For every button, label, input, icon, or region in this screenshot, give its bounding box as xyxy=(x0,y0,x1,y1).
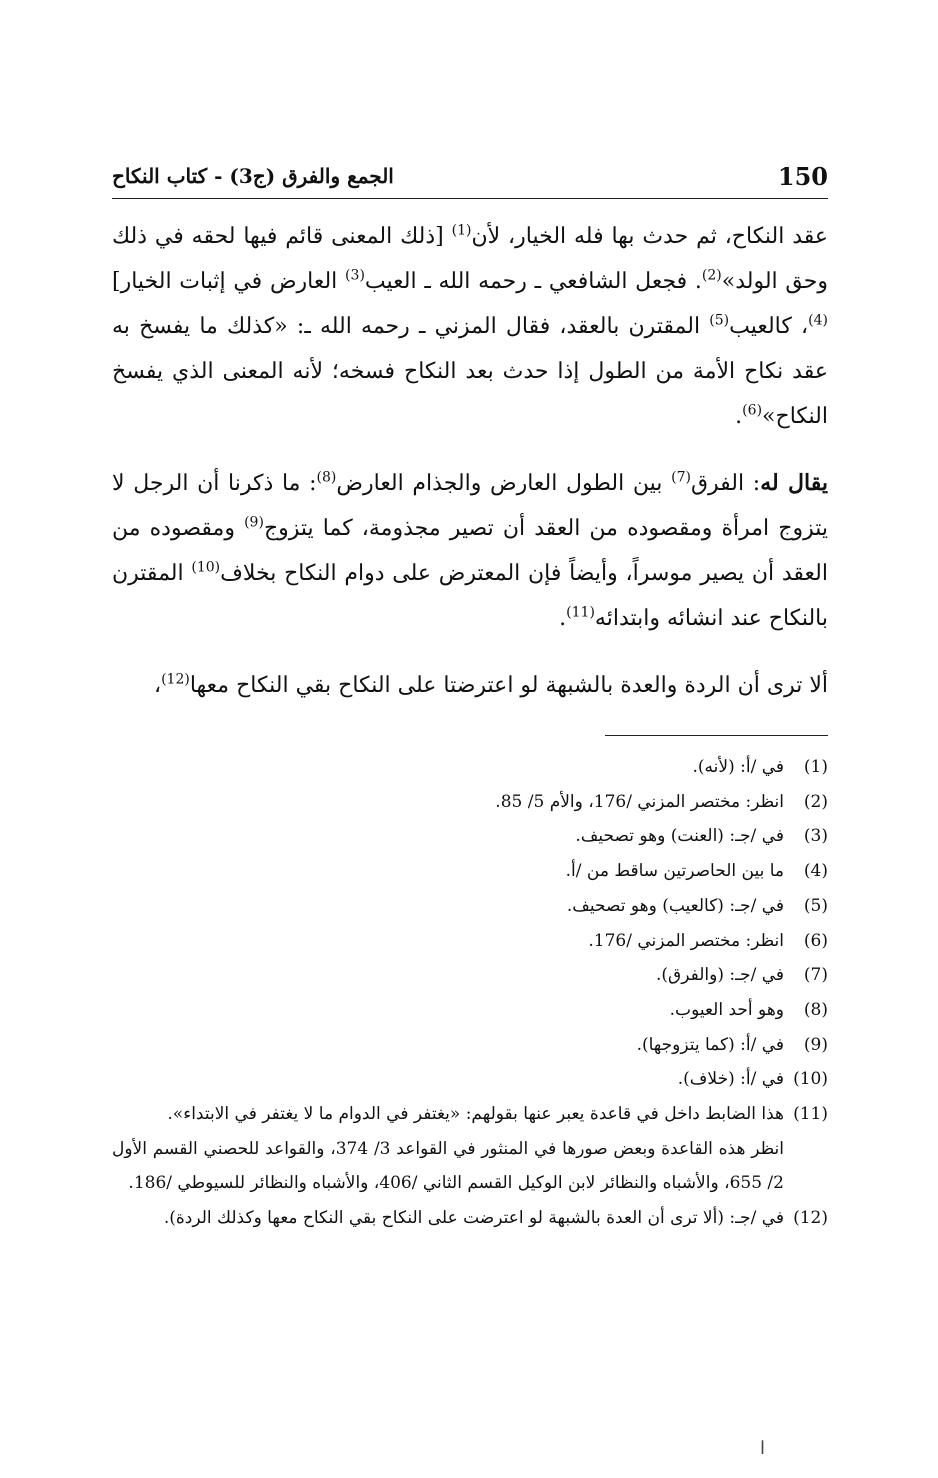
stray-mark: ا xyxy=(760,1438,766,1459)
footnote-line: وهو أحد العيوب. xyxy=(669,999,784,1020)
footnote-line: في /جـ: (ألا ترى أن العدة بالشبهة لو اعترضت على النكاح بقي النكاح معها وكذلك الردة). xyxy=(163,1208,784,1229)
footnote-text xyxy=(112,750,784,785)
text-run: . xyxy=(559,606,567,631)
footnote xyxy=(112,819,828,854)
page-number: 150 xyxy=(777,162,828,191)
footnote-line: في /جـ: (والفرق). xyxy=(656,965,784,986)
footnote xyxy=(112,1201,828,1236)
paragraph-2 xyxy=(112,461,828,641)
paragraph-1 xyxy=(112,214,828,439)
footnote-number: (7) xyxy=(803,965,828,986)
footnote xyxy=(112,750,828,785)
footnotes xyxy=(112,750,828,1236)
footnote-ref: (7) xyxy=(671,469,691,486)
footnote xyxy=(112,1028,828,1063)
footnote-number: (1) xyxy=(803,757,828,777)
footnote-number: (4) xyxy=(803,861,828,882)
footnote-text xyxy=(112,889,784,924)
footnote-text xyxy=(112,785,784,820)
footnote-number: (11) xyxy=(793,1104,828,1125)
footnote-number: (5) xyxy=(803,895,828,916)
footnote-ref: (10) xyxy=(191,559,221,576)
footnote-ref: (8) xyxy=(316,469,337,486)
paragraph-3 xyxy=(112,663,828,708)
page-header xyxy=(112,158,828,199)
footnote-ref: (12) xyxy=(161,671,190,688)
footnote-number: (12) xyxy=(793,1208,828,1229)
footnote-ref: (1) xyxy=(451,222,472,239)
main-text xyxy=(112,214,828,730)
footnote-ref: (9) xyxy=(244,514,264,531)
text-run: بين الطول العارض والجذام العارض xyxy=(336,471,672,496)
text-run: . فجعل الشافعي ـ رحمه الله ـ العيب xyxy=(364,269,702,294)
text-run: ألا ترى أن الردة والعدة بالشبهة لو اعترضتا على النكاح بقي النكاح معها xyxy=(189,673,828,698)
footnote-number: (2) xyxy=(803,791,828,812)
text-run: عقد النكاح، ثم حدث بها فله الخيار، لأن xyxy=(471,224,828,249)
footnote-line: في /جـ: (كالعيب) وهو تصحيف. xyxy=(566,895,784,916)
footnote-line: في /أ: (خلاف). xyxy=(677,1069,784,1090)
footnote-line: انظر: مختصر المزني /176. xyxy=(588,930,784,951)
footnote-text xyxy=(112,1028,784,1063)
footnote xyxy=(112,889,828,924)
footnote-line: في /أ: (لأنه). xyxy=(692,757,784,777)
footnote-ref: (2) xyxy=(701,267,722,284)
footnote xyxy=(112,854,828,889)
text-run: . xyxy=(735,404,743,429)
footnote-line: في /جـ: (العنت) وهو تصحيف. xyxy=(575,826,784,847)
footnote-text xyxy=(112,924,784,959)
footnote-line: انظر: مختصر المزني /176، والأم 5/ 85. xyxy=(495,791,784,812)
text-run: العارض في إثبات الخيار] xyxy=(112,269,346,294)
footnote-number: (8) xyxy=(803,999,828,1020)
footnote-ref: (4) xyxy=(808,312,828,329)
footnote-line: هذا الضابط داخل في قاعدة يعبر عنها بقولهم: «يغتفر في الدوام ما لا يغتفر في الابتداء». xyxy=(167,1104,784,1125)
footnote xyxy=(112,785,828,820)
footnote-ref: (11) xyxy=(566,604,595,621)
footnote-number: (6) xyxy=(803,930,828,951)
footnote-text xyxy=(112,1201,784,1236)
footnote-line: في /أ: (كما يتزوجها). xyxy=(636,1034,784,1055)
footnote-ref: (5) xyxy=(709,312,730,329)
footnote-number: (10) xyxy=(793,1069,828,1090)
footnote-text xyxy=(112,854,784,889)
footnote-text xyxy=(112,958,784,993)
footnote xyxy=(112,958,828,993)
footnote xyxy=(112,924,828,959)
text-run: المقترن بالنكاح عند انشائه وابتدائه xyxy=(112,561,828,631)
footnote-text xyxy=(112,819,784,854)
text-run: : ما ذكرنا أن الرجل لا يتزوج امرأة ومقصوده من العقد أن تصير مجذومة، كما يتزوج xyxy=(112,471,829,541)
footnote-number: (3) xyxy=(803,826,828,847)
bold-lead: يقال له xyxy=(760,470,828,496)
footnote xyxy=(112,1097,828,1201)
footnote-text xyxy=(112,1097,784,1201)
running-title: الجمع والفرق (ج3) - كتاب النكاح xyxy=(112,164,394,188)
footnote-line: انظر هذه القاعدة وبعض صورها في المنثور في القواعد 3/ 374، والقواعد للحصني القسم الأول 2/ 655، والأشباه والنظائر لابن الوكيل القسم الثاني /406، والأشباه والنظائر للسيوطي /186. xyxy=(112,1138,784,1194)
footnote xyxy=(112,993,828,1028)
text-run: : الفرق xyxy=(690,471,761,496)
footnote-text xyxy=(112,1062,784,1097)
text-run: [ذلك المعنى قائم فيها لحقه في ذلك وحق الولد» xyxy=(112,224,828,294)
footnote-line: ما بين الحاصرتين ساقط من /أ. xyxy=(565,861,784,882)
footnote-number: (9) xyxy=(803,1034,828,1055)
footnote-ref: (3) xyxy=(345,267,365,284)
text-run: ومقصوده من العقد أن يصير موسراً، وأيضاً فإن المعترض على دوام النكاح بخلاف xyxy=(112,516,828,586)
text-run: المقترن بالعقد، فقال المزني ـ رحمه الله ـ: «كذلك ما يفسخ به عقد نكاح الأمة من الطول إذا حدث بعد النكاح فسخه؛ لأنه المعنى الذي يفسخ النكاح» xyxy=(112,314,828,429)
footnote-ref: (6) xyxy=(742,402,763,419)
text-run: ، كالعيب xyxy=(729,314,809,339)
footnote-separator xyxy=(605,735,828,736)
text-run: ، xyxy=(153,673,162,698)
footnote xyxy=(112,1062,828,1097)
footnote-text xyxy=(112,993,784,1028)
